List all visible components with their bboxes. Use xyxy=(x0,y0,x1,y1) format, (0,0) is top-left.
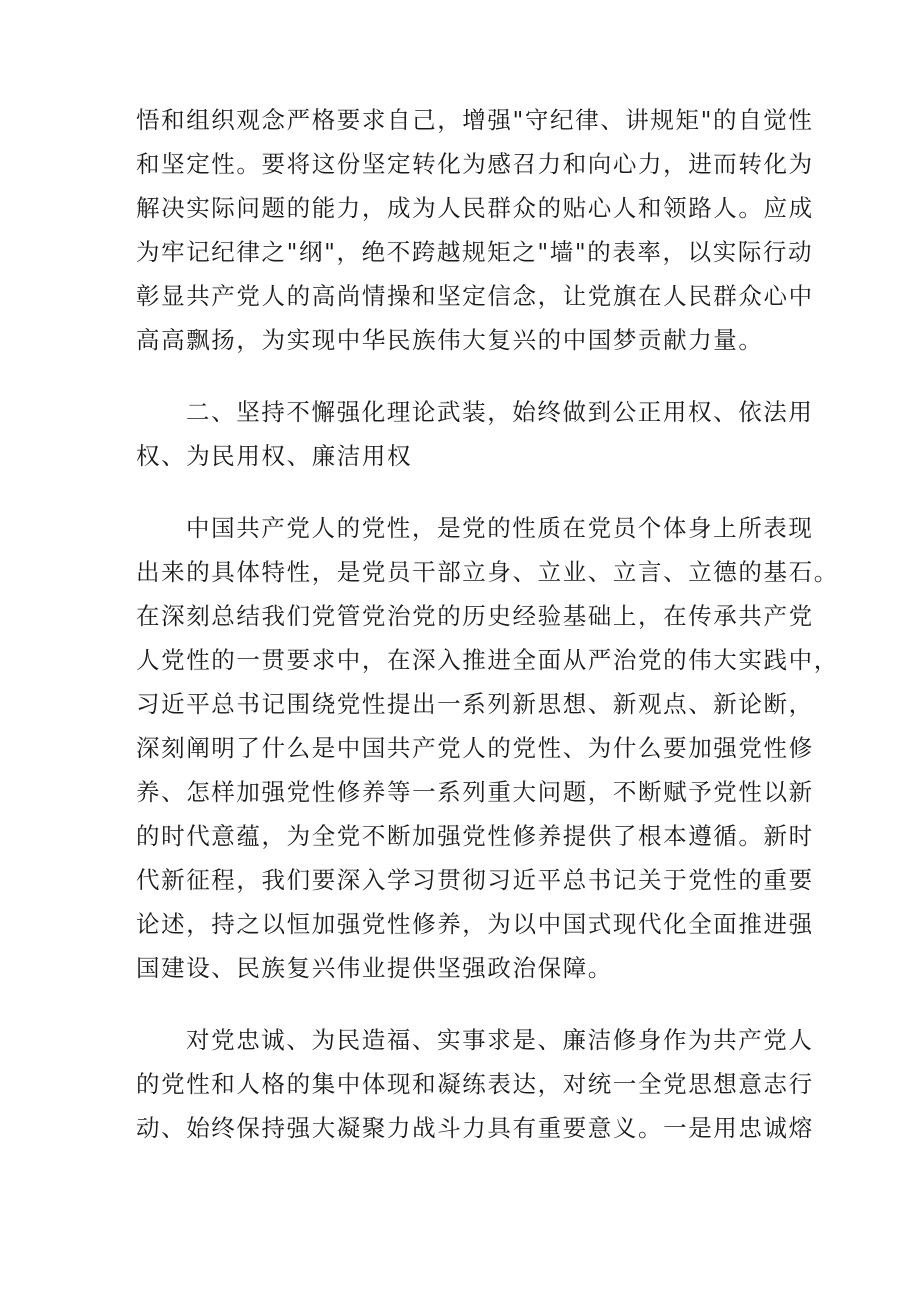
text-line: 人党性的一贯要求中，在深入推进全面从严治党的伟大实践中， xyxy=(136,646,839,674)
text-line: 的党性和人格的集中体现和凝练表达，对统一全党思想意志行 xyxy=(136,1070,814,1098)
text-line: 养、怎样加强党性修养等一系列重大问题，不断赋予党性以新 xyxy=(136,778,814,806)
text-line: 的时代意蕴，为全党不断加强党性修养提供了根本遵循。新时 xyxy=(136,822,814,850)
text-line: 为牢记纪律之"纲"，绝不跨越规矩之"墙"的表率，以实际行动 xyxy=(136,238,814,266)
text-line: 论述，持之以恒加强党性修养，为以中国式现代化全面推进强 xyxy=(136,910,814,938)
text-line: 代新征程，我们要深入学习贯彻习近平总书记关于党性的重要 xyxy=(136,866,814,894)
text-line: 国建设、民族复兴伟业提供坚强政治保障。 xyxy=(136,954,613,982)
text-line: 中国共产党人的党性，是党的性质在党员个体身上所表现 xyxy=(186,514,814,542)
text-line: 出来的具体特性，是党员干部立身、立业、立言、立德的基石。 xyxy=(136,558,839,586)
text-line: 深刻阐明了什么是中国共产党人的党性、为什么要加强党性修 xyxy=(136,734,814,762)
text-line: 解决实际问题的能力，成为人民群众的贴心人和领路人。应成 xyxy=(136,194,814,222)
section-heading-2 xyxy=(136,390,814,478)
document-body xyxy=(136,98,839,1150)
text-line: 习近平总书记围绕党性提出一系列新思想、新观点、新论断， xyxy=(136,690,814,718)
heading-line: 权、为民用权、廉洁用权 xyxy=(136,442,413,470)
text-line: 悟和组织观念严格要求自己，增强"守纪律、讲规矩"的自觉性 xyxy=(136,106,814,134)
text-line: 高高飘扬，为实现中华民族伟大复兴的中国梦贡献力量。 xyxy=(136,326,764,354)
paragraph-2 xyxy=(136,506,839,990)
paragraph-1 xyxy=(136,98,814,362)
text-line: 对党忠诚、为民造福、实事求是、廉洁修身作为共产党人 xyxy=(186,1026,814,1054)
text-line: 彰显共产党人的高尚情操和坚定信念，让党旗在人民群众心中 xyxy=(136,282,814,310)
text-line: 在深刻总结我们党管党治党的历史经验基础上，在传承共产党 xyxy=(136,602,814,630)
paragraph-3 xyxy=(136,1018,814,1150)
heading-line: 二、坚持不懈强化理论武装，始终做到公正用权、依法用 xyxy=(186,398,814,426)
text-line: 动、始终保持强大凝聚力战斗力具有重要意义。一是用忠诚熔 xyxy=(136,1114,814,1142)
text-line: 和坚定性。要将这份坚定转化为感召力和向心力，进而转化为 xyxy=(136,150,814,178)
